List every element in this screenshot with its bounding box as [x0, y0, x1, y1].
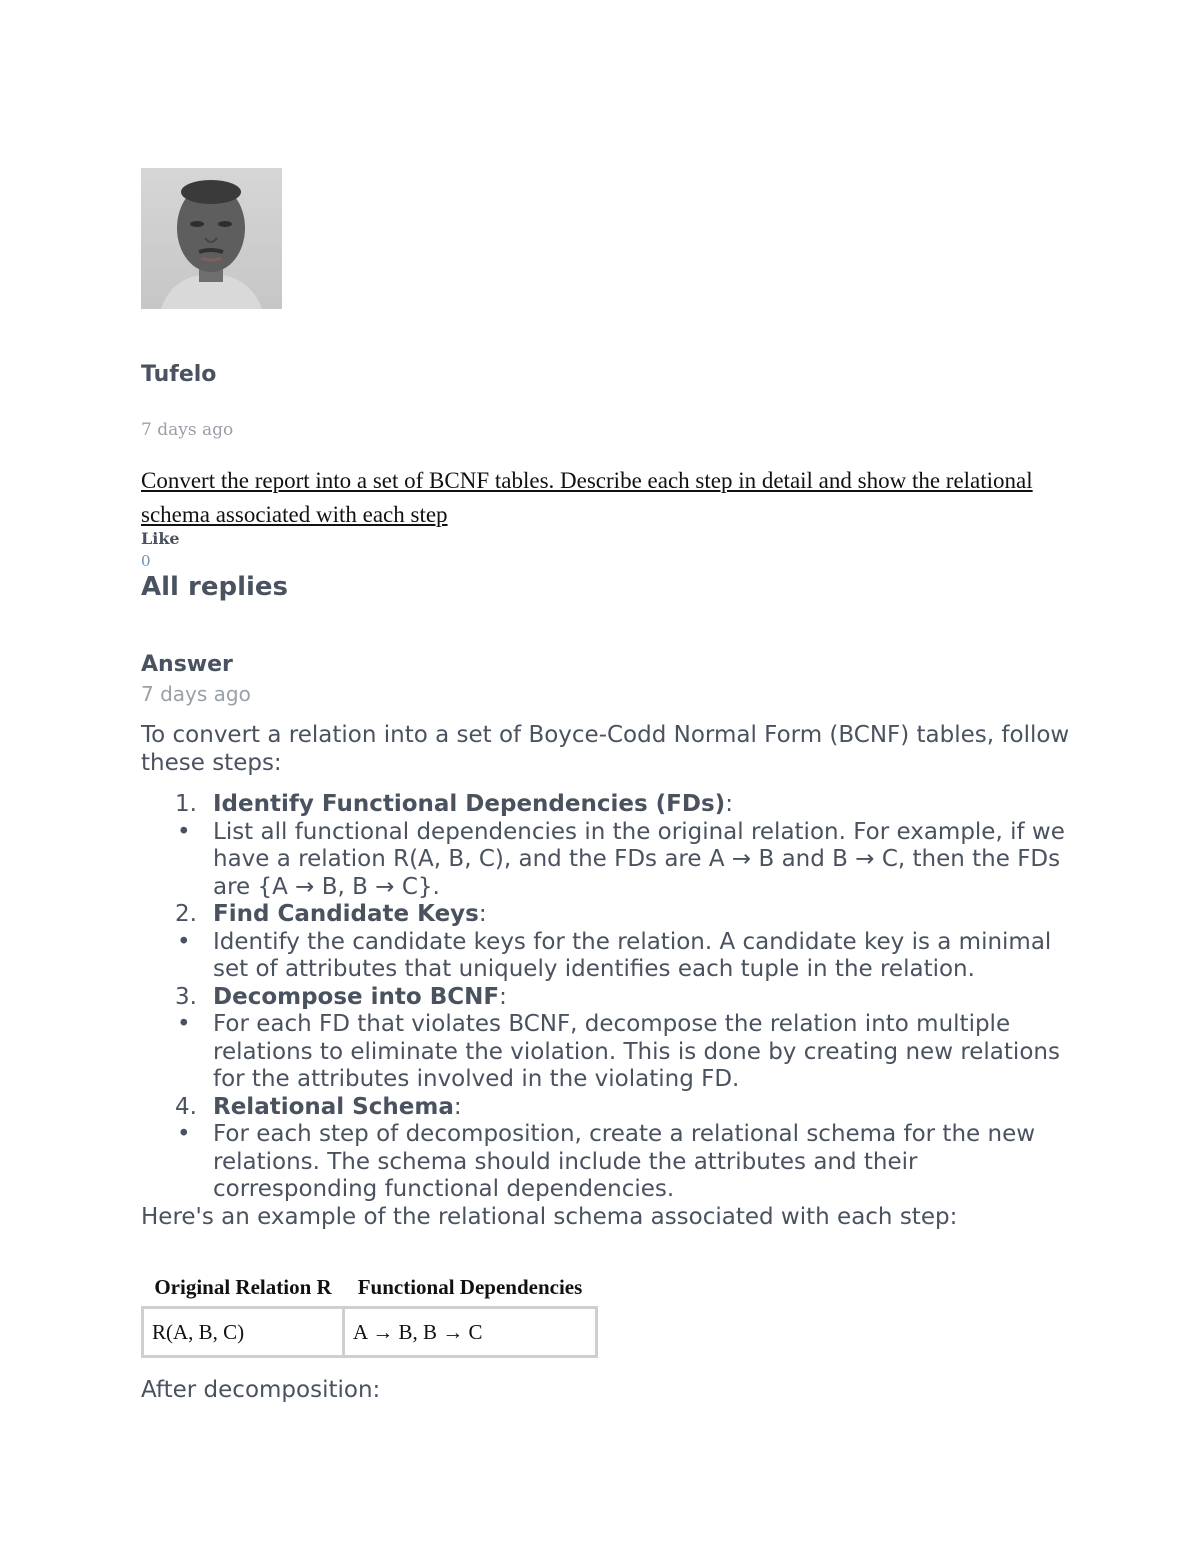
step-2-detail: [141, 929, 1071, 984]
step-3-detail: [141, 1011, 1071, 1094]
step-detail: For each step of decomposition, create a relational schema for the new relations. The schema should include the attributes and their corresponding functional dependencies.: [213, 1121, 1036, 1202]
answer-timestamp: 7 days ago: [141, 682, 251, 706]
bullet-icon: •: [177, 1011, 191, 1037]
step-title: Identify Functional Dependencies (FDs): [213, 791, 726, 817]
bullet-icon: •: [177, 818, 191, 845]
answer-body: [141, 722, 1071, 1231]
answer-intro: To convert a relation into a set of Boyce-Codd Normal Form (BCNF) tables, follow these steps:: [141, 722, 1070, 776]
table-cell-relation: R(A, B, C): [143, 1308, 344, 1357]
step-number: 4.: [175, 1093, 197, 1120]
step-detail: Identify the candidate keys for the relation. A candidate key is a minimal set of attributes that uniquely identifies each tuple in the relation.: [213, 928, 1052, 982]
table-cell-dependencies: A → B, B → C: [344, 1308, 597, 1357]
table-row: [143, 1308, 597, 1357]
step-number: 3.: [175, 983, 197, 1010]
step-title: Decompose into BCNF: [213, 983, 500, 1010]
bullet-icon: •: [177, 928, 191, 955]
step-colon: :: [478, 901, 487, 927]
answer-label: Answer: [141, 652, 233, 677]
steps-list: [141, 791, 1071, 1204]
like-count: 0: [141, 552, 151, 570]
step-detail: For each FD that violates BCNF, decompose the relation into multiple relations to eliminate the violation. This is done by creating new relations for the attributes involved in the violating FD.: [213, 1011, 1060, 1092]
step-1: [141, 791, 1071, 819]
replies-heading: All replies: [141, 572, 288, 602]
avatar[interactable]: [141, 168, 282, 309]
step-colon: :: [499, 983, 507, 1010]
step-number: 2.: [175, 901, 197, 927]
column-header-original-relation: Original Relation R: [154, 1275, 332, 1299]
after-decomposition-text: After decomposition:: [141, 1377, 381, 1403]
step-colon: :: [725, 791, 733, 817]
author-name[interactable]: Tufelo: [141, 362, 217, 387]
question-text[interactable]: Convert the report into a set of BCNF tables. Describe each step in detail and show the relational schema associated with each step: [141, 468, 1033, 527]
step-title: Relational Schema: [213, 1093, 454, 1120]
bullet-icon: •: [177, 1121, 191, 1147]
step-colon: :: [453, 1093, 462, 1120]
step-4: [141, 1094, 1071, 1122]
step-number: 1.: [175, 791, 197, 817]
like-button[interactable]: Like: [141, 529, 180, 548]
question-timestamp: 7 days ago: [141, 420, 234, 440]
table-header-row: [143, 1272, 597, 1308]
step-title: Find Candidate Keys: [213, 901, 479, 927]
step-2: [141, 901, 1071, 929]
step-4-detail: [141, 1121, 1071, 1204]
avatar-photo: [141, 168, 282, 309]
schema-table: [141, 1272, 598, 1358]
step-1-detail: [141, 819, 1071, 902]
step-3: [141, 984, 1071, 1012]
column-header-functional-dependencies: Functional Dependencies: [357, 1275, 583, 1299]
step-detail: List all functional dependencies in the original relation. For example, if we have a relation R(A, B, C), and the FDs are A → B and B → C, then the FDs are {A → B, B → C}.: [213, 818, 1065, 900]
example-intro: Here's an example of the relational schema associated with each step:: [141, 1203, 958, 1230]
